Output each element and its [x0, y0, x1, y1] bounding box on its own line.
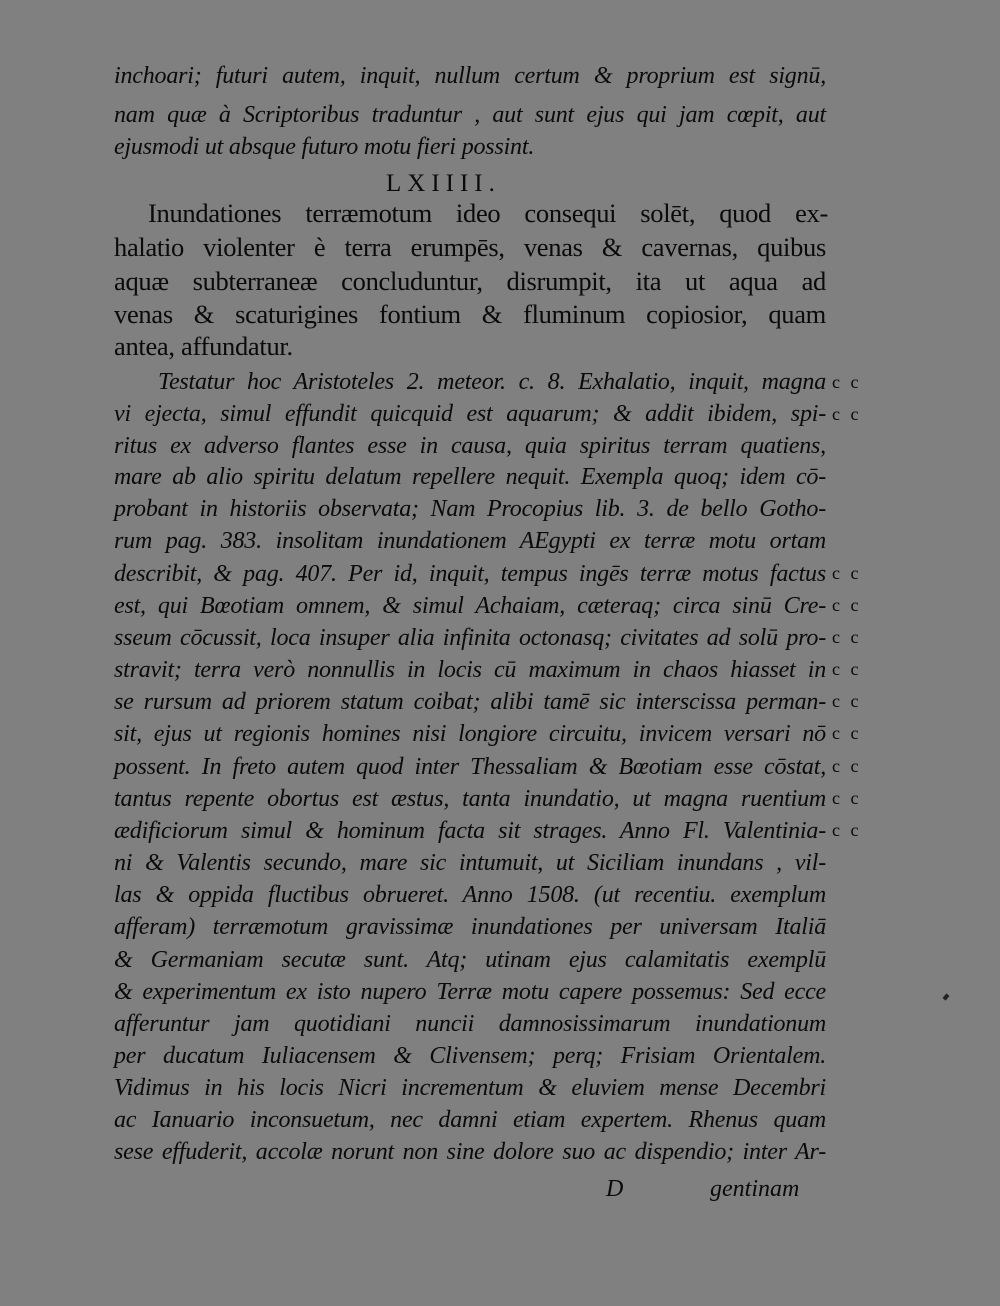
- margin-quote-mark: c c: [832, 788, 862, 808]
- commentary-line: sese effuderit, accolæ norunt non sine dolore suo ac dispendio; inter Ar-: [114, 1139, 826, 1165]
- commentary-line: stravit; terra verò nonnullis in locis cū maximum in chaos hiasset in: [114, 657, 826, 683]
- ink-speck: [943, 993, 950, 1000]
- main-paragraph-line: Inundationes terræmotum ideo consequi solēt, quod ex-: [148, 198, 828, 228]
- main-paragraph-line: halatio violenter è terra erumpēs, venas & cavernas, quibus: [114, 232, 826, 262]
- margin-quote-mark: c c: [832, 723, 862, 743]
- top-passage-line: nam quæ à Scriptoribus traduntur , aut sunt ejus qui jam cœpit, aut: [114, 102, 826, 128]
- commentary-line: est, qui Bœotiam omnem, & simul Achaiam, cæteraq; circa sinū Cre-: [114, 593, 826, 619]
- commentary-line: possent. In freto autem quod inter Thessaliam & Bœotiam esse cōstat,: [114, 754, 826, 780]
- margin-quote-mark: c c: [832, 595, 862, 615]
- signature-mark: D: [606, 1176, 624, 1202]
- commentary-line: ni & Valentis secundo, mare sic intumuit, ut Siciliam inundans , vil-: [114, 850, 826, 876]
- margin-quote-mark: c c: [832, 627, 862, 647]
- commentary-line: se rursum ad priorem statum coibat; alibi tamē sic interscissa perman-: [114, 689, 826, 715]
- catchword: gentinam: [710, 1176, 800, 1202]
- commentary-line: probant in historiis observata; Nam Procopius lib. 3. de bello Gotho-: [114, 496, 826, 522]
- commentary-line: describit, & pag. 407. Per id, inquit, tempus ingēs terræ motus factus: [114, 561, 826, 587]
- top-passage-line: inchoari; futuri autem, inquit, nullum certum & proprium est signū,: [114, 63, 826, 89]
- margin-quote-mark: c c: [832, 404, 862, 424]
- commentary-line: & experimentum ex isto nupero Terræ motu capere possemus: Sed ecce: [114, 979, 826, 1005]
- commentary-line: vi ejecta, simul effundit quicquid est aquarum; & addit ibidem, spi-: [114, 401, 826, 427]
- main-paragraph-line: antea, affundatur.: [114, 331, 293, 361]
- commentary-line: per ducatum Iuliacensem & Clivensem; perq; Frisiam Orientalem.: [114, 1043, 826, 1069]
- commentary-line: ædificiorum simul & hominum facta sit strages. Anno Fl. Valentinia-: [114, 818, 826, 844]
- top-passage-line: ejusmodi ut absque futuro motu fieri possint.: [114, 134, 535, 160]
- margin-quote-mark: c c: [832, 756, 862, 776]
- main-paragraph-line: aquæ subterraneæ concluduntur, disrumpit, ita ut aqua ad: [114, 266, 826, 296]
- commentary-line: & Germaniam secutæ sunt. Atq; utinam ejus calamitatis exemplū: [114, 947, 826, 973]
- commentary-line: Vidimus in his locis Nicri incrementum & eluviem mense Decembri: [114, 1075, 826, 1101]
- margin-quote-mark: c c: [832, 372, 862, 392]
- commentary-line: sit, ejus ut regionis homines nisi longiore circuitu, invicem versari nō: [114, 721, 826, 747]
- commentary-line: afferam) terræmotum gravissimæ inundationes per universam Italiā: [114, 914, 826, 940]
- commentary-line: sseum cōcussit, loca insuper alia infinita octonasq; civitates ad solū pro-: [114, 625, 826, 651]
- margin-quote-mark: c c: [832, 659, 862, 679]
- commentary-line: las & oppida fluctibus obrueret. Anno 1508. (ut recentiu. exemplum: [114, 882, 826, 908]
- commentary-line: rum pag. 383. insolitam inundationem AEgypti ex terræ motu ortam: [114, 528, 826, 554]
- commentary-line: tantus repente obortus est æstus, tanta inundatio, ut magna ruentium: [114, 786, 826, 812]
- commentary-line: ritus ex adverso flantes esse in causa, quia spiritus terram quatiens,: [114, 433, 826, 459]
- commentary-line: mare ab alio spiritu delatum repellere nequit. Exempla quoq; idem cō-: [114, 464, 826, 490]
- chapter-heading: LXIIII.: [386, 170, 501, 197]
- margin-quote-mark: c c: [832, 563, 862, 583]
- main-paragraph-line: venas & scaturigines fontium & fluminum copiosior, quam: [114, 299, 826, 329]
- commentary-line: ac Ianuario inconsuetum, nec damni etiam expertem. Rhenus quam: [114, 1107, 826, 1133]
- margin-quote-mark: c c: [832, 820, 862, 840]
- margin-quote-mark: c c: [832, 691, 862, 711]
- commentary-line: Testatur hoc Aristoteles 2. meteor. c. 8. Exhalatio, inquit, magna: [158, 369, 826, 395]
- commentary-line: afferuntur jam quotidiani nuncii damnosissimarum inundationum: [114, 1011, 826, 1037]
